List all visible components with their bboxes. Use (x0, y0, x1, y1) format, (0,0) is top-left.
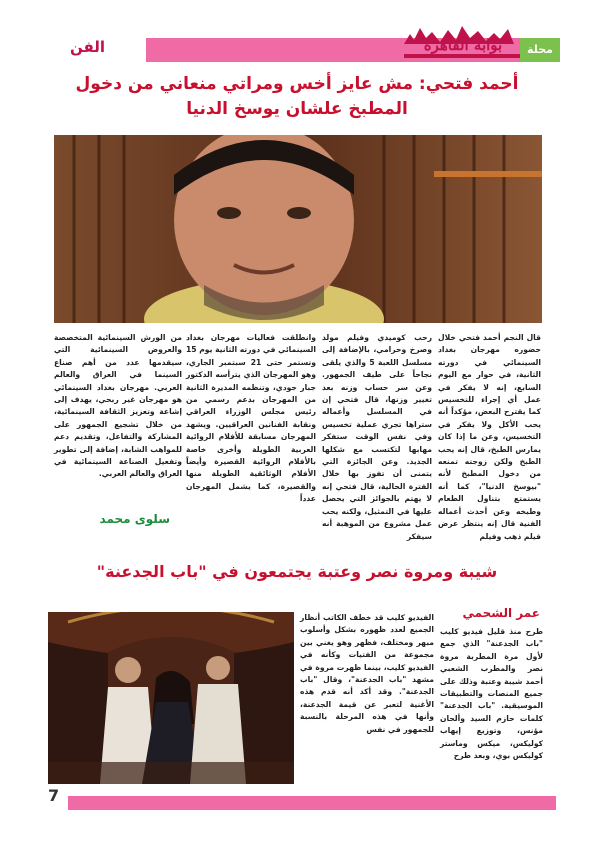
singers-photo (48, 612, 294, 784)
section-tag: محلة (520, 38, 560, 62)
footer-pink-bar (68, 796, 556, 810)
article-column: وانطلقت فعاليات مهرجان بغداد السينمائي في دورته الثانية يوم 15 وتستمر حتى 21 سبتمبر الجاري، وهو المهرجان الذي يترأسه الدكتور جبار جودي، وتنظمه المديرة الثانية من المهرجان بدعم رسمي من رئيس مجلس الوزراء العراقي ونقابة الفنانين العراقيين. ويشهد المهرجان مسابقة للأفلام الروائية العربية الطويلة وأخرى خاصة بالأفلام الروائية القصيرة وأيضاً الأفلام الوثائقية الطويلة منها والقصيرة، كما يشمل المهرجان عدداً (186, 333, 316, 504)
page-number: 7 (48, 786, 60, 805)
article-headline: شيبة ومروة نصر وعتبة يجتمعون في "باب الجدعنة" (96, 562, 498, 581)
article-column: رحب كوميدي وفيلم مولد وصرخ وحرامي، بالإضافة إلى مسلسل اللعبة 5 والذي يلقى نجاحاً على طيف الجمهور. وعن سر حساب وزنه بعد تغيير وزنها، قال فتحي إن في المسلسل وأعماله ستراها تجري عملية تخسيس وفي نفس الوقت ستفكر مهابها لتكتسب مع شكلها الجديد. وعن الجائزة التي يتمنى أن تفوز بها خلال الفترة الحالية، قال فتحي إنه لا يهتم بالجوائز التي يحصل عليها في التمثيل، ولكنه يحب عمل مشروع من الموهبة أنه سيفكر (322, 333, 432, 541)
article-column: طرح منذ قليل فيديو كليب "باب الجدعنة" الذي جمع لأول مرة المطربة مروة نصر والمطرب الشعبي أحمد شيبة وعتبة وذلك على جميع المنصات والتطبيقات الموسيقية. "باب الجدعنة" كلمات حازم السيد وألحان مؤنس، وتوزيع إيهاب كوليكس، ميكس وماستر كوليكس بوي، وبعد طرح (440, 627, 543, 761)
logo-text: بوابة القاهرة (423, 36, 503, 54)
article-column: من الورش السينمائية المتخصصة والعروض السينمائية التي سيقدمها عدد من أهم صناع السينما في العراق والعالم العربي. مهرجان بغداد السينمائي هو مهرجان غير ربحي، يهدف إلى إشاعة وتعزيز الثقافة السينمائية، من خلال تشجيع الجمهور على المشاركة والتفاعل، وتقديم دعم للمواهب الشابة، إضافة إلى تطوير وتفعيل الصناعة السينمائية في العراق والعالم العربي. (54, 333, 182, 479)
article-author: سلوى محمد (99, 512, 170, 526)
portrait-photo (54, 135, 542, 323)
article-author: عمر الشحمي (462, 606, 540, 620)
article-headline: أحمد فتحي: مش عايز أخس ومراتي منعاني من دخول المطبخ علشان يوسخ الدنيا (75, 74, 519, 119)
article-column: قال النجم أحمد فتحي خلال حضوره مهرجان بغداد السينمائي في دورته الثانية، في حوار مع اليوم السابع، إنه لا يفكر في عمل أي إجراء للتخسيس كما يقترح البعض، مؤكداً أنه يحب الأكل ولا يفكر في التخسيس، وعن ما إذا كان يمارس الطبخ، قال إنه يحب الطبخ ولكن زوجته تمنعه من دخول المطبخ لأنه "بيوسخ الدنيا"، كما أنه يستمتع بتناول الطعام وطبخه وعن أحدث أعماله الفنية قال إنه ينتظر عرض فيلم ذهب وفيلم (438, 333, 541, 541)
section-label: الفن (70, 38, 106, 56)
logo-underline (404, 54, 520, 58)
article-column: الفيديو كليب قد خطف الكاتب أنظار الجميع لعدد ظهوره بشكل وأسلوب مبهر ومختلف، فظهر وهو يغني بين مجموعة من الفتيات وكأنه في الفيديو كليب، بينما ظهرت مروة في مشهد "باب الجدعنة"، وقال "باب الجدعنة". وقد أكد أنه قدم هذه الأغنية لتعبر عن قيمة الجدعنة، وأنها في هذه المرحلة بالنسبة للجمهور في نفس (300, 613, 434, 734)
